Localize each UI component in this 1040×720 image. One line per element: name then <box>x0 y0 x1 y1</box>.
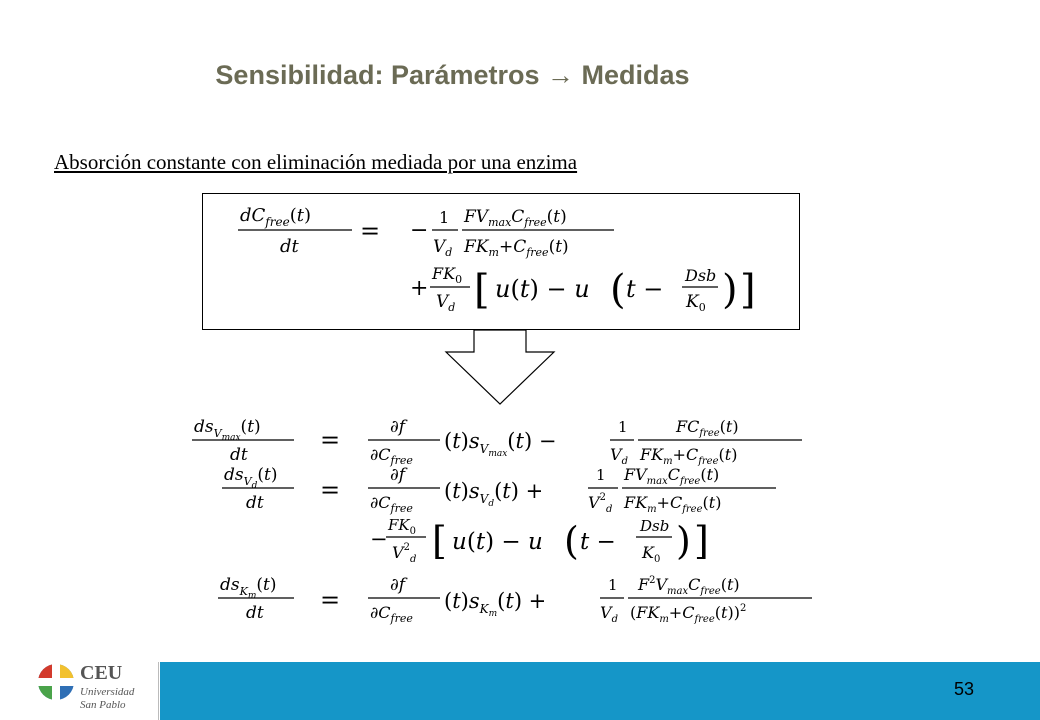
svg-text:]: ] <box>740 267 756 313</box>
svg-text:[: [ <box>432 519 447 563</box>
svg-text:(t)sKm(t) +: $(t)s_Km(t)$ + <box>444 589 547 619</box>
svg-text:−: − <box>370 527 388 551</box>
svg-text:dt: dt <box>280 236 299 257</box>
svg-text:(t)sVmax(t) −: $(t)s_V\max(t)$ − <box>444 429 557 459</box>
svg-text:dt: dt <box>246 603 264 623</box>
svg-text:dCfree(t): $dC_{free}(t)$ <box>240 205 311 229</box>
page-number: 53 <box>953 679 974 699</box>
svg-text:FKm+Cfree(t): $FK_m+C_{free}(t)$ <box>464 237 569 259</box>
svg-text:(: ( <box>610 267 626 313</box>
svg-text:∂f: ∂f <box>390 465 406 485</box>
ceu-logo <box>36 660 156 716</box>
ceu-cross-icon <box>36 662 76 702</box>
svg-text:−: − <box>410 218 429 243</box>
svg-text:(FKm+Cfree(t))2: $(FK_m+C_{free}(t))^2$ <box>630 603 747 625</box>
svg-text:Dsb: Dsb <box>640 517 670 535</box>
svg-text:(: ( <box>564 519 579 563</box>
model-equation <box>210 197 790 331</box>
svg-text:=: = <box>320 586 341 614</box>
footer-divider <box>158 662 159 720</box>
svg-text:∂Cfree: $\partial C_{free}$ <box>370 445 413 467</box>
slide-subtitle: Absorción constante con eliminación mediada por una enzima <box>54 150 578 174</box>
slide-title: Sensibilidad: Parámetros → Medidas <box>215 60 690 90</box>
svg-text:FKm+Cfree(t): $FK_m+C_{free}(t)$ <box>640 445 738 467</box>
svg-text:dt: dt <box>230 445 248 465</box>
svg-text:+: + <box>410 276 429 301</box>
svg-text:dt: dt <box>246 493 264 513</box>
svg-text:t −: t − <box>626 275 664 303</box>
svg-text:Vd: $V_d$ <box>436 292 456 314</box>
footer-bar <box>160 662 1040 720</box>
svg-text:∂Cfree: $\partial C_{free}$ <box>370 603 413 625</box>
svg-text:K0: $K_0$ <box>686 292 706 314</box>
down-arrow-icon <box>440 328 560 408</box>
svg-text:): ) <box>676 519 691 563</box>
logo-line2: San Pablo <box>80 699 126 711</box>
svg-text:u(t) − u: u(t) − u <box>495 275 590 303</box>
svg-text:FK0: $FK_0$ <box>432 264 463 286</box>
svg-text:=: = <box>320 476 341 504</box>
svg-text:): ) <box>722 267 738 313</box>
svg-text:Dsb: Dsb <box>685 266 717 285</box>
svg-text:1: 1 <box>596 466 606 484</box>
svg-text:Vd: $V_d$ <box>433 237 453 259</box>
svg-text:∂f: ∂f <box>390 417 406 437</box>
svg-text:FVmaxCfree(t): $FV_{max}C_{free}(t)$ <box>464 207 567 229</box>
logo-line1: Universidad <box>80 686 135 698</box>
svg-text:dsVd(t): $ds_Vd(t)$ <box>224 465 278 491</box>
svg-text:1: 1 <box>608 576 618 594</box>
svg-text:1: 1 <box>439 208 450 227</box>
svg-text:V2d: $V^2_d$ <box>392 542 417 565</box>
svg-text:Vd: $V_d$ <box>600 603 618 625</box>
svg-text:∂Cfree: $\partial C_{free}$ <box>370 493 413 515</box>
logo-name: CEU <box>80 662 123 684</box>
svg-text:∂f: ∂f <box>390 575 406 595</box>
svg-text:F2VmaxCfree(t): $F^2V_{max}C_{free}(t)$ <box>638 575 740 597</box>
svg-text:dsKm(t): $ds_Km(t)$ <box>220 575 277 601</box>
svg-text:dsVmax(t): $ds_V\max(t)$ <box>194 417 261 443</box>
svg-text:V2d: $V^2_d$ <box>588 492 613 515</box>
svg-text:u(t) − u: u(t) − u <box>452 529 543 555</box>
svg-text:]: ] <box>694 519 709 563</box>
svg-text:t −: t − <box>580 529 616 555</box>
sensitivity-equations <box>190 410 830 639</box>
svg-text:Vd: $V_d$ <box>610 445 628 467</box>
svg-text:FCfree(t): $FC_{free}(t)$ <box>676 417 739 439</box>
svg-text:=: = <box>320 426 341 454</box>
svg-text:FKm+Cfree(t): $FK_m+C_{free}(t)$ <box>624 493 722 515</box>
svg-text:FK0: $FK_0$ <box>388 516 416 537</box>
svg-text:FVmaxCfree(t): $FV_{max}C_{free}(t)$ <box>624 465 720 487</box>
svg-text:1: 1 <box>618 418 628 436</box>
svg-text:[: [ <box>474 267 490 313</box>
svg-text:K0: $K_0$ <box>642 543 661 565</box>
svg-text:=: = <box>360 217 381 245</box>
svg-text:(t)sVd(t) +: $(t)s_Vd(t)$ + <box>444 479 544 509</box>
